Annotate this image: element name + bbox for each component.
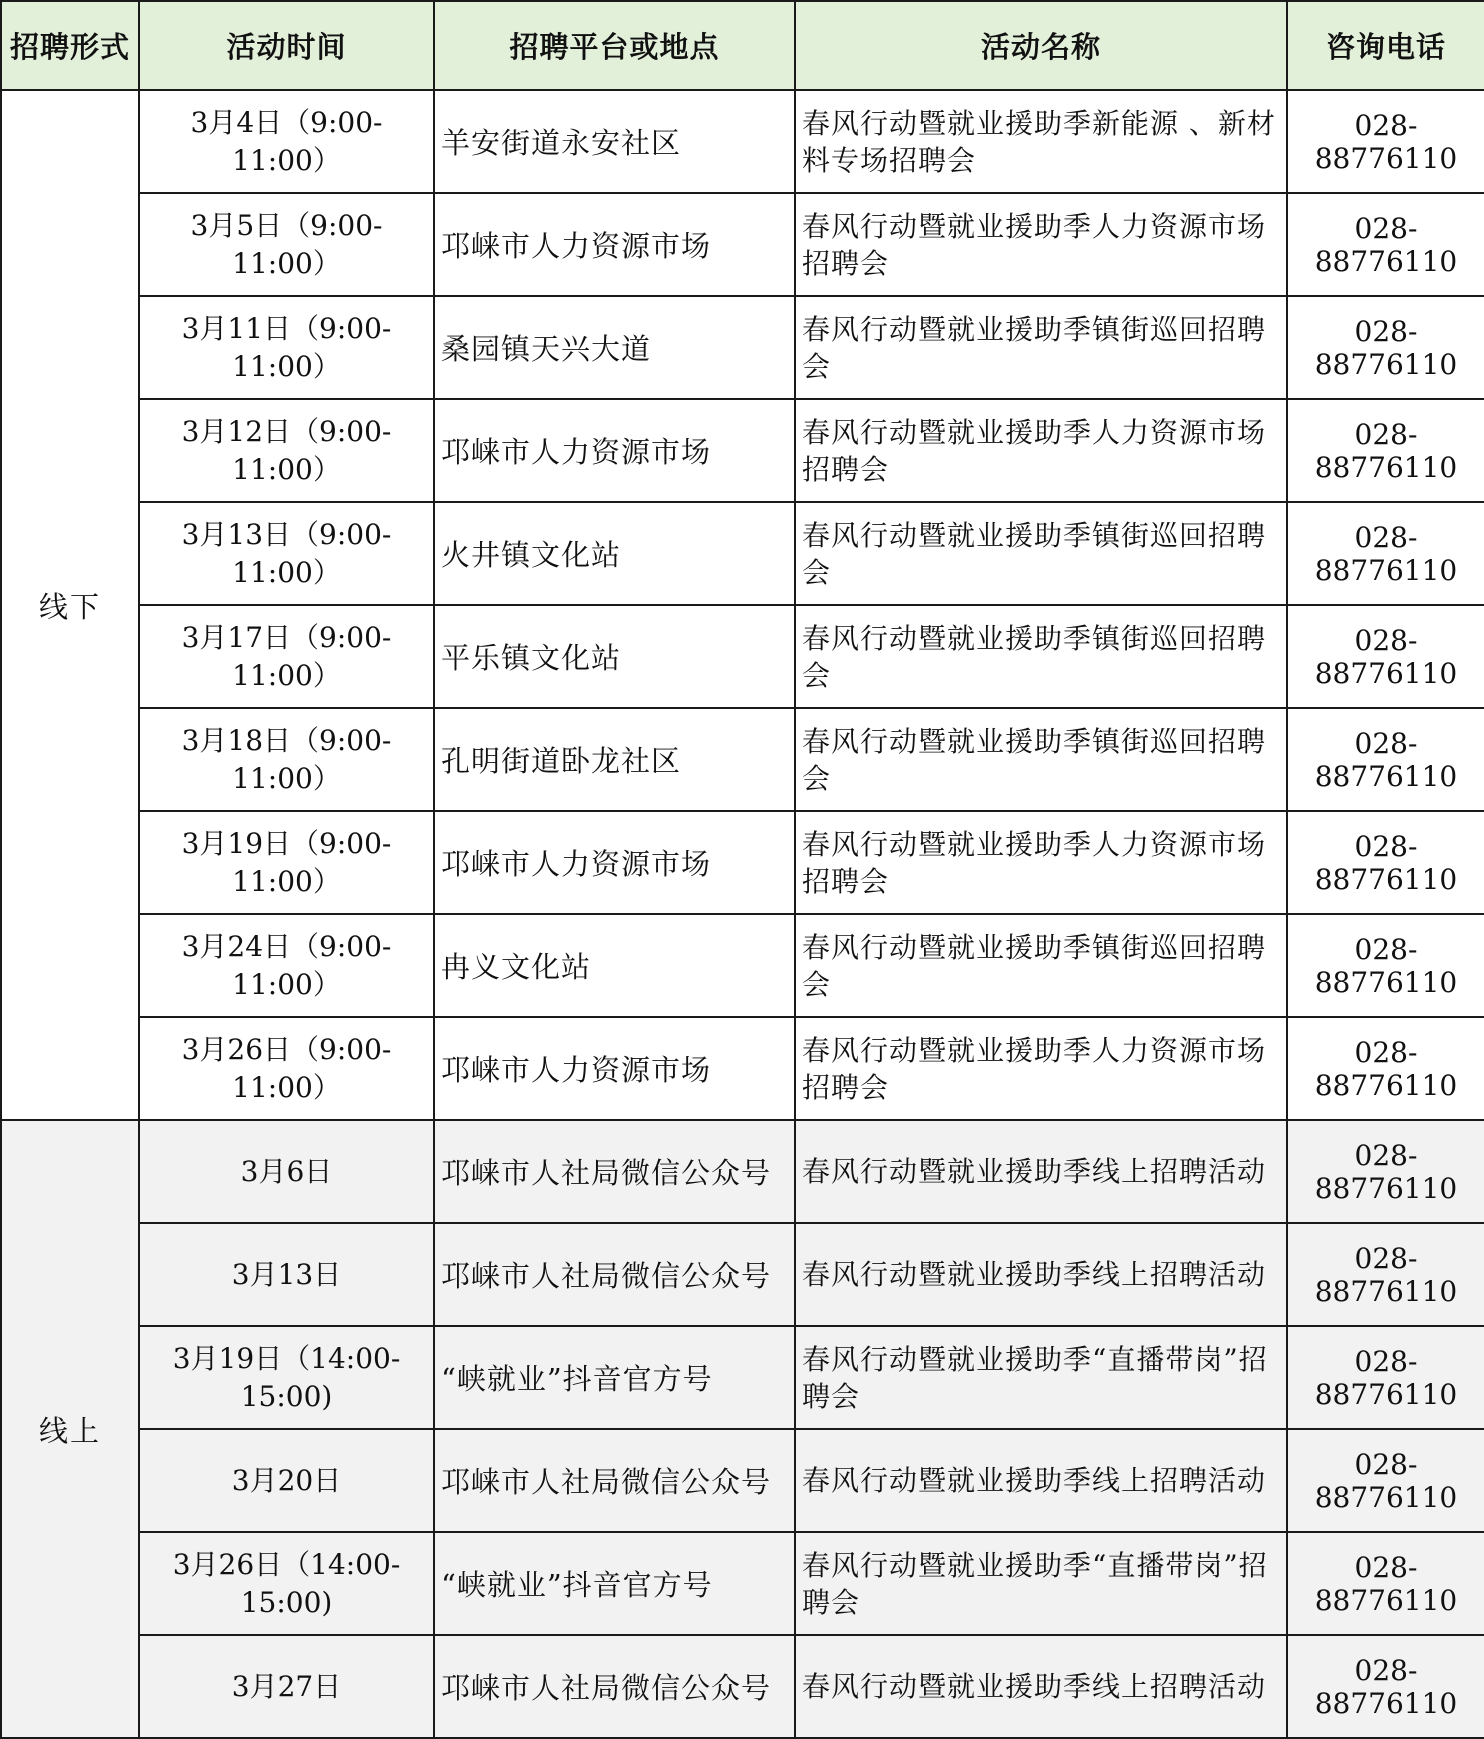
activity-place: 邛崃市人社局微信公众号 bbox=[434, 1223, 795, 1326]
table-row bbox=[1, 811, 1484, 914]
activity-time: 3月12日（9:00-11:00） bbox=[139, 399, 434, 502]
header-time: 活动时间 bbox=[139, 1, 434, 90]
activity-place: 桑园镇天兴大道 bbox=[434, 296, 795, 399]
header-phone: 咨询电话 bbox=[1287, 1, 1484, 90]
activity-place: 邛崃市人力资源市场 bbox=[434, 399, 795, 502]
activity-time: 3月11日（9:00-11:00） bbox=[139, 296, 434, 399]
activity-time: 3月19日（14:00-15:00) bbox=[139, 1326, 434, 1429]
contact-phone: 028-88776110 bbox=[1287, 1017, 1484, 1120]
table-row bbox=[1, 90, 1484, 193]
activity-name: 春风行动暨就业援助季“直播带岗”招聘会 bbox=[795, 1532, 1287, 1635]
activity-place: 冉义文化站 bbox=[434, 914, 795, 1017]
activity-name: 春风行动暨就业援助季镇街巡回招聘会 bbox=[795, 502, 1287, 605]
table-row bbox=[1, 1223, 1484, 1326]
group-online: 线上 bbox=[1, 1120, 139, 1738]
activity-place: 孔明街道卧龙社区 bbox=[434, 708, 795, 811]
activity-place: 邛崃市人社局微信公众号 bbox=[434, 1429, 795, 1532]
contact-phone: 028-88776110 bbox=[1287, 605, 1484, 708]
contact-phone: 028-88776110 bbox=[1287, 502, 1484, 605]
header-place: 招聘平台或地点 bbox=[434, 1, 795, 90]
activity-place: 邛崃市人社局微信公众号 bbox=[434, 1120, 795, 1223]
activity-name: 春风行动暨就业援助季人力资源市场招聘会 bbox=[795, 193, 1287, 296]
table-row bbox=[1, 1429, 1484, 1532]
activity-place: 邛崃市人力资源市场 bbox=[434, 193, 795, 296]
activity-name: 春风行动暨就业援助季镇街巡回招聘会 bbox=[795, 605, 1287, 708]
table-row bbox=[1, 193, 1484, 296]
contact-phone: 028-88776110 bbox=[1287, 914, 1484, 1017]
table-row bbox=[1, 1635, 1484, 1738]
table-row bbox=[1, 1326, 1484, 1429]
activity-place: 平乐镇文化站 bbox=[434, 605, 795, 708]
activity-time: 3月6日 bbox=[139, 1120, 434, 1223]
activity-name: 春风行动暨就业援助季新能源 、新材料专场招聘会 bbox=[795, 90, 1287, 193]
activity-time: 3月13日 bbox=[139, 1223, 434, 1326]
table-row bbox=[1, 914, 1484, 1017]
activity-place: 邛崃市人力资源市场 bbox=[434, 811, 795, 914]
activity-time: 3月20日 bbox=[139, 1429, 434, 1532]
activity-place: 火井镇文化站 bbox=[434, 502, 795, 605]
activity-time: 3月17日（9:00-11:00） bbox=[139, 605, 434, 708]
activity-time: 3月5日（9:00-11:00） bbox=[139, 193, 434, 296]
table-row bbox=[1, 502, 1484, 605]
activity-time: 3月19日（9:00-11:00） bbox=[139, 811, 434, 914]
table-row bbox=[1, 296, 1484, 399]
header-row bbox=[1, 1, 1484, 90]
activity-time: 3月26日（14:00-15:00) bbox=[139, 1532, 434, 1635]
table-row bbox=[1, 1120, 1484, 1223]
activity-time: 3月27日 bbox=[139, 1635, 434, 1738]
activity-name: 春风行动暨就业援助季镇街巡回招聘会 bbox=[795, 914, 1287, 1017]
activity-time: 3月26日（9:00-11:00） bbox=[139, 1017, 434, 1120]
activity-time: 3月18日（9:00-11:00） bbox=[139, 708, 434, 811]
contact-phone: 028-88776110 bbox=[1287, 296, 1484, 399]
table-row bbox=[1, 1017, 1484, 1120]
activity-name: 春风行动暨就业援助季人力资源市场招聘会 bbox=[795, 1017, 1287, 1120]
contact-phone: 028-88776110 bbox=[1287, 1120, 1484, 1223]
activity-name: 春风行动暨就业援助季线上招聘活动 bbox=[795, 1635, 1287, 1738]
activity-place: “峡就业”抖音官方号 bbox=[434, 1326, 795, 1429]
header-name: 活动名称 bbox=[795, 1, 1287, 90]
activity-time: 3月4日（9:00-11:00） bbox=[139, 90, 434, 193]
group-offline: 线下 bbox=[1, 90, 139, 1120]
activity-time: 3月24日（9:00-11:00） bbox=[139, 914, 434, 1017]
header-form: 招聘形式 bbox=[1, 1, 139, 90]
activity-place: 邛崃市人力资源市场 bbox=[434, 1017, 795, 1120]
activity-name: 春风行动暨就业援助季人力资源市场招聘会 bbox=[795, 399, 1287, 502]
contact-phone: 028-88776110 bbox=[1287, 1326, 1484, 1429]
contact-phone: 028-88776110 bbox=[1287, 193, 1484, 296]
contact-phone: 028-88776110 bbox=[1287, 1429, 1484, 1532]
activity-name: 春风行动暨就业援助季人力资源市场招聘会 bbox=[795, 811, 1287, 914]
activity-place: 邛崃市人社局微信公众号 bbox=[434, 1635, 795, 1738]
contact-phone: 028-88776110 bbox=[1287, 1635, 1484, 1738]
contact-phone: 028-88776110 bbox=[1287, 1532, 1484, 1635]
activity-time: 3月13日（9:00-11:00） bbox=[139, 502, 434, 605]
activity-name: 春风行动暨就业援助季线上招聘活动 bbox=[795, 1223, 1287, 1326]
table-row bbox=[1, 1532, 1484, 1635]
activity-name: 春风行动暨就业援助季镇街巡回招聘会 bbox=[795, 708, 1287, 811]
contact-phone: 028-88776110 bbox=[1287, 811, 1484, 914]
contact-phone: 028-88776110 bbox=[1287, 708, 1484, 811]
table-row bbox=[1, 708, 1484, 811]
activity-name: 春风行动暨就业援助季线上招聘活动 bbox=[795, 1429, 1287, 1532]
contact-phone: 028-88776110 bbox=[1287, 90, 1484, 193]
activity-place: “峡就业”抖音官方号 bbox=[434, 1532, 795, 1635]
activity-name: 春风行动暨就业援助季线上招聘活动 bbox=[795, 1120, 1287, 1223]
contact-phone: 028-88776110 bbox=[1287, 399, 1484, 502]
activity-place: 羊安街道永安社区 bbox=[434, 90, 795, 193]
activity-name: 春风行动暨就业援助季镇街巡回招聘会 bbox=[795, 296, 1287, 399]
activity-name: 春风行动暨就业援助季“直播带岗”招聘会 bbox=[795, 1326, 1287, 1429]
table-row bbox=[1, 605, 1484, 708]
table-row bbox=[1, 399, 1484, 502]
contact-phone: 028-88776110 bbox=[1287, 1223, 1484, 1326]
